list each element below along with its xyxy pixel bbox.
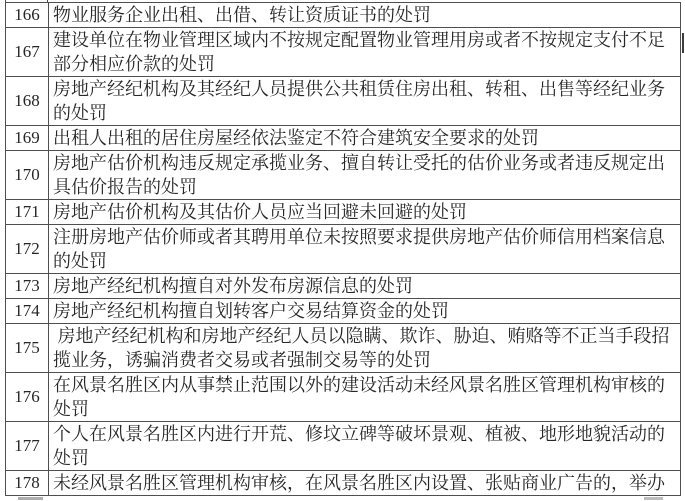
- row-number: 177: [6, 422, 49, 471]
- row-text: 在风景名胜区内从事禁止范围以外的建设活动未经风景名胜区管理机构审核的处罚: [49, 373, 681, 422]
- row-text: 未经风景名胜区管理机构审核，在风景名胜区内设置、张贴商业广告的，举办: [49, 471, 681, 496]
- row-number: 174: [6, 299, 49, 324]
- row-number: 168: [6, 77, 49, 126]
- row-number: 169: [6, 126, 49, 151]
- table-row: [6, 126, 681, 151]
- row-text: 个人在风景名胜区内进行开荒、修坟立碑等破坏景观、植被、地形地貌活动的处罚: [49, 422, 681, 471]
- table-row: [6, 324, 681, 373]
- row-number: 171: [6, 200, 49, 225]
- row-text: 出租人出租的居住房屋经依法鉴定不符合建筑安全要求的处罚: [49, 126, 681, 151]
- row-text: 房地产估价机构及其估价人员应当回避未回避的处罚: [49, 200, 681, 225]
- table-row: [6, 225, 681, 274]
- penalty-items-table: [5, 2, 681, 496]
- row-text: 房地产经纪机构擅自对外发布房源信息的处罚: [49, 274, 681, 299]
- row-number: 167: [6, 28, 49, 77]
- table-row: [6, 151, 681, 200]
- table-row: [6, 422, 681, 471]
- row-number: 175: [6, 324, 49, 373]
- table-row: [6, 3, 681, 28]
- table-row: [6, 274, 681, 299]
- row-number: 178: [6, 471, 49, 496]
- row-number: 173: [6, 274, 49, 299]
- table-row: [6, 373, 681, 422]
- row-text: 房地产经纪机构擅自划转客户交易结算资金的处罚: [49, 299, 681, 324]
- row-text: 注册房地产估价师或者其聘用单位未按照要求提供房地产估价师信用档案信息的处罚: [49, 225, 681, 274]
- row-number: 172: [6, 225, 49, 274]
- table-row: [6, 471, 681, 496]
- page-edge-artifact: [682, 33, 684, 53]
- row-text: 房地产经纪机构和房地产经纪人员以隐瞒、欺诈、胁迫、贿赂等不正当手段招揽业务，诱骗消费者交易或者强制交易等的处罚: [49, 324, 681, 373]
- row-text: 房地产经纪机构及其经纪人员提供公共租赁住房出租、转租、出售等经纪业务的处罚: [49, 77, 681, 126]
- row-number: 166: [6, 3, 49, 28]
- row-number: 170: [6, 151, 49, 200]
- table-row: [6, 28, 681, 77]
- row-text: 建设单位在物业管理区域内不按规定配置物业管理用房或者不按规定支付不足部分相应价款的处罚: [49, 28, 681, 77]
- next-row-cutoff-artifact: [644, 497, 663, 500]
- next-row-cutoff-artifact: [18, 497, 43, 500]
- table-row: [6, 200, 681, 225]
- row-text: 物业服务企业出租、出借、转让资质证书的处罚: [49, 3, 681, 28]
- row-text: 房地产估价机构违反规定承揽业务、擅自转让受托的估价业务或者违反规定出具估价报告的处罚: [49, 151, 681, 200]
- table-row: [6, 299, 681, 324]
- table-row: [6, 77, 681, 126]
- row-number: 176: [6, 373, 49, 422]
